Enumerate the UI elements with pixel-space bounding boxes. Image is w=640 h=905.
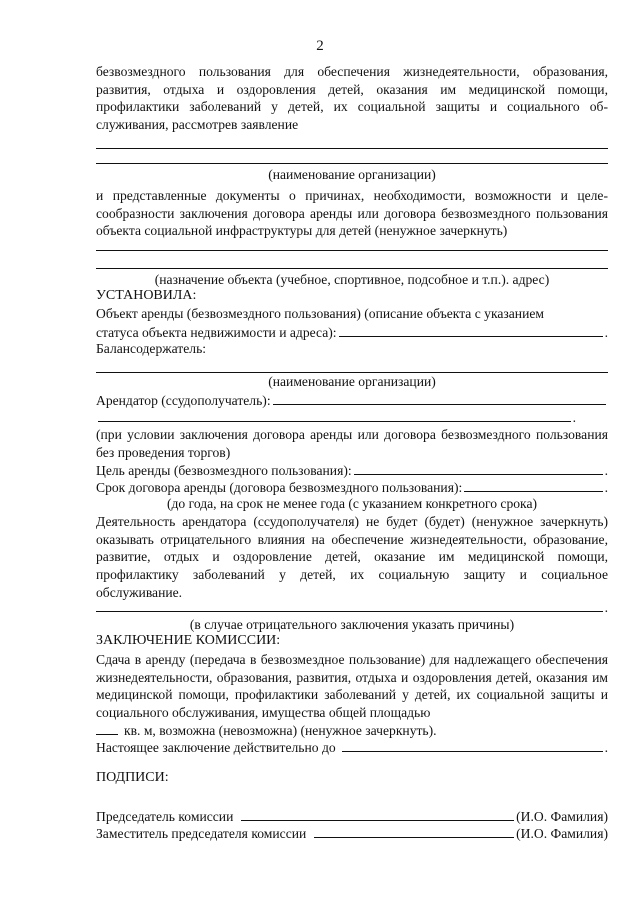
lessee-continuation: . (96, 409, 576, 426)
area-blank (96, 722, 118, 735)
activity-blank: . (96, 599, 608, 616)
lease-purpose-line: Цель аренды (безвозмездного пользования): . (96, 463, 608, 478)
documents-paragraph: и представленные документы о причинах, необходимости, возможности и целесообразности заключения договора аренды или договора безвозмездного пользования объекта социальной инфраструктуры для детей (ненужное зачеркнуть) (96, 188, 608, 239)
activity-paragraph: Деятельность арендатора (ссудополучателя) не будет (будет) (ненужное зачеркнуть) оказывать отрицательного влияния на обеспечение жизнедеятельности, образование, развитие, отдых и оздоровление детей, оказание им медицинской помощи, профилактику заболеваний у детей, их социальную защиту и социальное обслуживание. (96, 514, 608, 600)
chairman-signature-line: Председатель комиссии (И.О. Фамилия) (96, 809, 608, 824)
signature-field (314, 825, 514, 838)
heading-conclusion: ЗАКЛЮЧЕНИЕ КОМИССИИ: (96, 633, 281, 648)
blank-field (96, 599, 603, 612)
signature-field (241, 808, 514, 821)
validity-line: Настоящее заключение действительно до . (96, 740, 608, 755)
lease-term-line: Срок договора аренды (договора безвозмездного пользования): . (96, 480, 608, 495)
conclusion-paragraph: Сдача в аренду (передача в безвозмездное пользование) для надлежащего обеспечения жизнедеятельности, образования, развития, отдыха и оздоровления детей, оказания им медицинской помощи, профилактики заболеваний у детей, их социальной защиты и социального обслуживания, имущества общей площадью (96, 652, 608, 721)
caption-term: (до года, на срок не менее года (с указанием конкретного срока) (166, 496, 538, 511)
blank-field (273, 392, 606, 405)
blank-field (354, 462, 603, 475)
heading-established: УСТАНОВИЛА: (96, 288, 197, 303)
lease-condition-note: (при условии заключения договора аренды или договора безвозмездного пользования без проведения торгов) (96, 427, 608, 460)
intro-paragraph: безвозмездного пользования для обеспечения жизнедеятельности, образования, развития, отдыха и оздоровления детей, оказания им медицинской помощи, профилактики заболеваний у детей, их социальной защиты и социального обслуживания, рассмотрев заявление (96, 64, 608, 133)
object-description-line2: статуса объекта недвижимости и адреса): . (96, 325, 608, 340)
caption-object-purpose: (назначение объекта (учебное, спортивное, подсобное и т.п.). адрес) (154, 272, 550, 287)
blank-field (339, 324, 603, 337)
blank-line (96, 268, 608, 269)
blank-line (96, 372, 608, 373)
page-number: 2 (316, 38, 324, 54)
blank-line (96, 163, 608, 164)
caption-negative: (в случае отрицательного заключения указать причины) (189, 617, 515, 632)
deputy-signature-line: Заместитель председателя комиссии (И.О. Фамилия) (96, 826, 608, 841)
heading-signatures: ПОДПИСИ: (96, 770, 169, 785)
blank-line (96, 250, 608, 251)
blank-field (342, 739, 603, 752)
lessee-line: Арендатор (ссудополучатель): (96, 392, 608, 409)
object-description-line1: Объект аренды (безвозмездного пользования) (описание объекта с указанием (96, 306, 544, 321)
blank-line (96, 148, 608, 149)
balance-holder-label: Балансодержатель: (96, 341, 207, 356)
blank-field (464, 479, 602, 492)
caption-org-name-2: (наименование организации) (268, 374, 436, 389)
caption-org-name: (наименование организации) (268, 167, 436, 182)
blank-field (98, 409, 571, 422)
area-line: кв. м, возможна (невозможна) (ненужное зачеркнуть). (96, 722, 608, 739)
